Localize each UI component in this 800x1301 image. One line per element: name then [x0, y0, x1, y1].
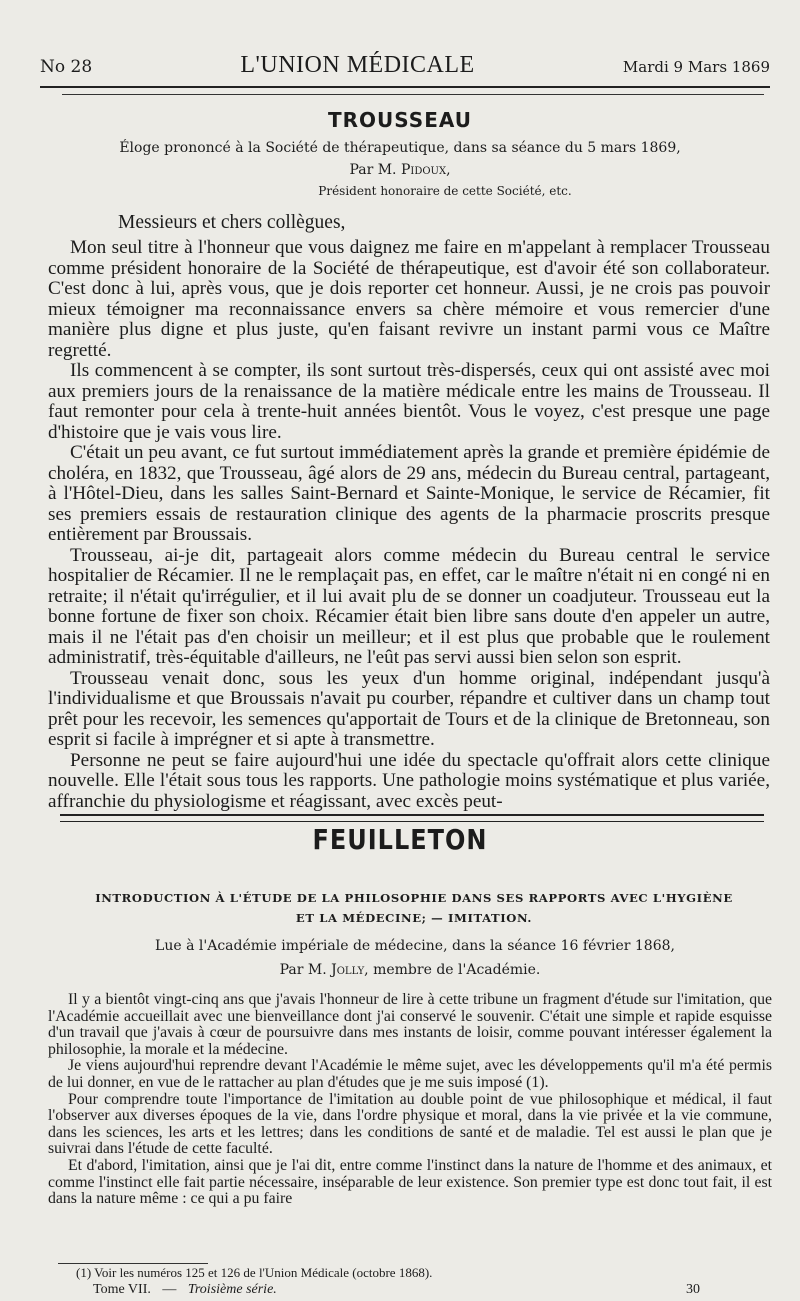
issue-number: No 28 [40, 57, 93, 77]
footnote-rule [58, 1263, 208, 1264]
feuilleton-read-at: Lue à l'Académie impériale de médecine, dans la séance 16 février 1868, [155, 938, 675, 954]
issue-date: Mardi 9 Mars 1869 [622, 58, 770, 76]
author-suffix: membre de l'Académie. [373, 962, 541, 978]
article-paragraph: C'était un peu avant, ce fut surtout immédiatement après la grande et première épidémie de choléra, en 1832, que Trousseau, âgé alors de 29 ans, médecin du Bureau central, partageant, à l'Hôtel-Dieu, dans les salles Saint-Bernard et Sainte-Monique, le service de Récamier, fit ses premiers essais de restauration clinique des agents de la pharmacie proscrits presque entièrement par Broussais. [48, 442, 770, 545]
article-paragraph: Ils commencent à se compter, ils sont surtout très-dispersés, ceux qui ont assisté avec moi aux premiers jours de la renaissance de la matière médicale entre les mains de Trousseau. Il faut remonter pour cela à trente-huit années bientôt. Vous le voyez, c'est presque une page d'histoire que je vais vous lire. [48, 360, 770, 443]
feuilleton-title-line: INTRODUCTION À L'ÉTUDE DE LA PHILOSOPHIE DANS SES RAPPORTS AVEC L'HYGIÈNE [95, 891, 733, 905]
feuilleton-paragraph: Et d'abord, l'imitation, ainsi que je l'ai dit, entre comme l'instinct dans la nature de l'homme et des animaux, et comme l'instinct elle fait partie nécessaire, inséparable de leur existence. Son premier type est donc tout fait, il est dans la nature même : ce qui a pu faire [48, 1156, 772, 1208]
volume-label: Tome VII. [93, 1282, 151, 1297]
footnote: (1) Voir les numéros 125 et 126 de l'Union Médicale (octobre 1868). [76, 1265, 433, 1280]
salutation: Messieurs et chers collègues, [118, 212, 346, 233]
feuilleton-paragraph: Pour comprendre toute l'importance de l'imitation au double point de vue philosophique et médical, il faut l'observer aux diverses époques de la vie, dans l'ordre physique et moral, dans la vie privée et la vie commune, dans les sciences, les arts et les lettres; dans les conditions de santé et de maladie. Tel est aussi le plan que je suivrai dans l'étude de cette faculté. [48, 1090, 772, 1158]
header-rule [62, 94, 764, 95]
feuilleton-paragraph: Il y a bientôt vingt-cinq ans que j'avais l'honneur de lire à cette tribune un fragment d'étude sur l'imitation, que l'Académie accueillait avec une bienveillance dont j'ai conservé le souvenir. C'était une simple et rapide esquisse d'un travail que j'avais à cœur de poursuivre dans mes instants de loisir, comme pouvant intéresser également la philosophie, la morale et la médecine. [48, 991, 772, 1058]
feuilleton-title [58, 888, 770, 928]
feuilleton-byline [0, 962, 800, 978]
article-paragraph: Personne ne peut se faire aujourd'hui une idée du spectacle qu'offrait alors cette clinique nouvelle. Elle l'était sous tous les rapports. Une pathologie moins systématique et plus variée, affranchie du physiologisme et réagissant, avec excès peut- [48, 749, 770, 812]
page-number: 30 [686, 1282, 700, 1297]
author-role: Président honoraire de cette Société, etc. [318, 184, 572, 198]
author-name: Jolly, [331, 962, 369, 978]
article-subtitle: Éloge prononcé à la Société de thérapeutique, dans sa séance du 5 mars 1869, [119, 140, 681, 156]
volume-info [93, 1282, 285, 1298]
feuilleton-paragraph: Je viens aujourd'hui reprendre devant l'Académie le même sujet, avec les développements qu'il m'a été permis de lui donner, en vue de le rattacher au plan d'études que je me suis imposé (1). [48, 1057, 772, 1091]
author-prefix: Par M. [279, 962, 327, 978]
article-paragraph: Trousseau venait donc, sous les yeux d'un homme original, indépendant jusqu'à l'individualisme et que Broussais n'avait pu courber, répandre et cultiver dans un champ tout prêt pour les recevoir, les semences qu'apportait de Tours et de la clinique de Bretonneau, son esprit si facile à imprégner et si apte à transmettre. [48, 667, 770, 750]
volume-dash: — [162, 1282, 177, 1297]
author-prefix: Par M. [349, 162, 397, 178]
section-divider [60, 814, 764, 822]
author-name: Pidoux, [400, 162, 451, 178]
page-header [40, 52, 770, 88]
page-footer [93, 1282, 700, 1298]
article-byline [0, 162, 800, 178]
feuilleton-title-line: ET LA MÉDECINE; — IMITATION. [295, 911, 533, 925]
journal-title: L'UNION MÉDICALE [240, 52, 475, 78]
feuilleton-body [48, 992, 772, 1208]
article-paragraph: Mon seul titre à l'honneur que vous daignez me faire en m'appelant à remplacer Trousseau comme président honoraire de la Société de thérapeutique, est d'avoir été son collaborateur. C'est donc à lui, après vous, que je dois reporter cet honneur. Aussi, je ne crois pas pouvoir mieux témoigner ma reconnaissance envers sa chère mémoire et vous remercier d'une manière plus digne et plus juste, qu'en faisant revivre un instant parmi vous ce Maître regretté. [48, 237, 770, 361]
article-paragraph: Trousseau, ai-je dit, partageait alors comme médecin du Bureau central le service hospitalier de Récamier. Il ne le remplaçait pas, en effet, car le maître n'était ni en congé ni en retraite; il n'était qu'irrégulier, et il lui avait plu de se donner un coadjuteur. Trousseau eut la bonne fortune de fixer son choix. Récamier était bien libre sans doute d'en appeler un autre, mais il ne l'était pas d'en choisir un meilleur; et il est plus que probable que le roulement administratif, très-équitable d'ailleurs, ne l'eût pas servi aussi bien selon son esprit. [48, 544, 770, 668]
article-title: TROUSSEAU [328, 108, 472, 132]
feuilleton-heading: FEUILLETON [312, 823, 488, 857]
article-body [48, 238, 770, 812]
series-label: Troisième série. [187, 1282, 277, 1297]
